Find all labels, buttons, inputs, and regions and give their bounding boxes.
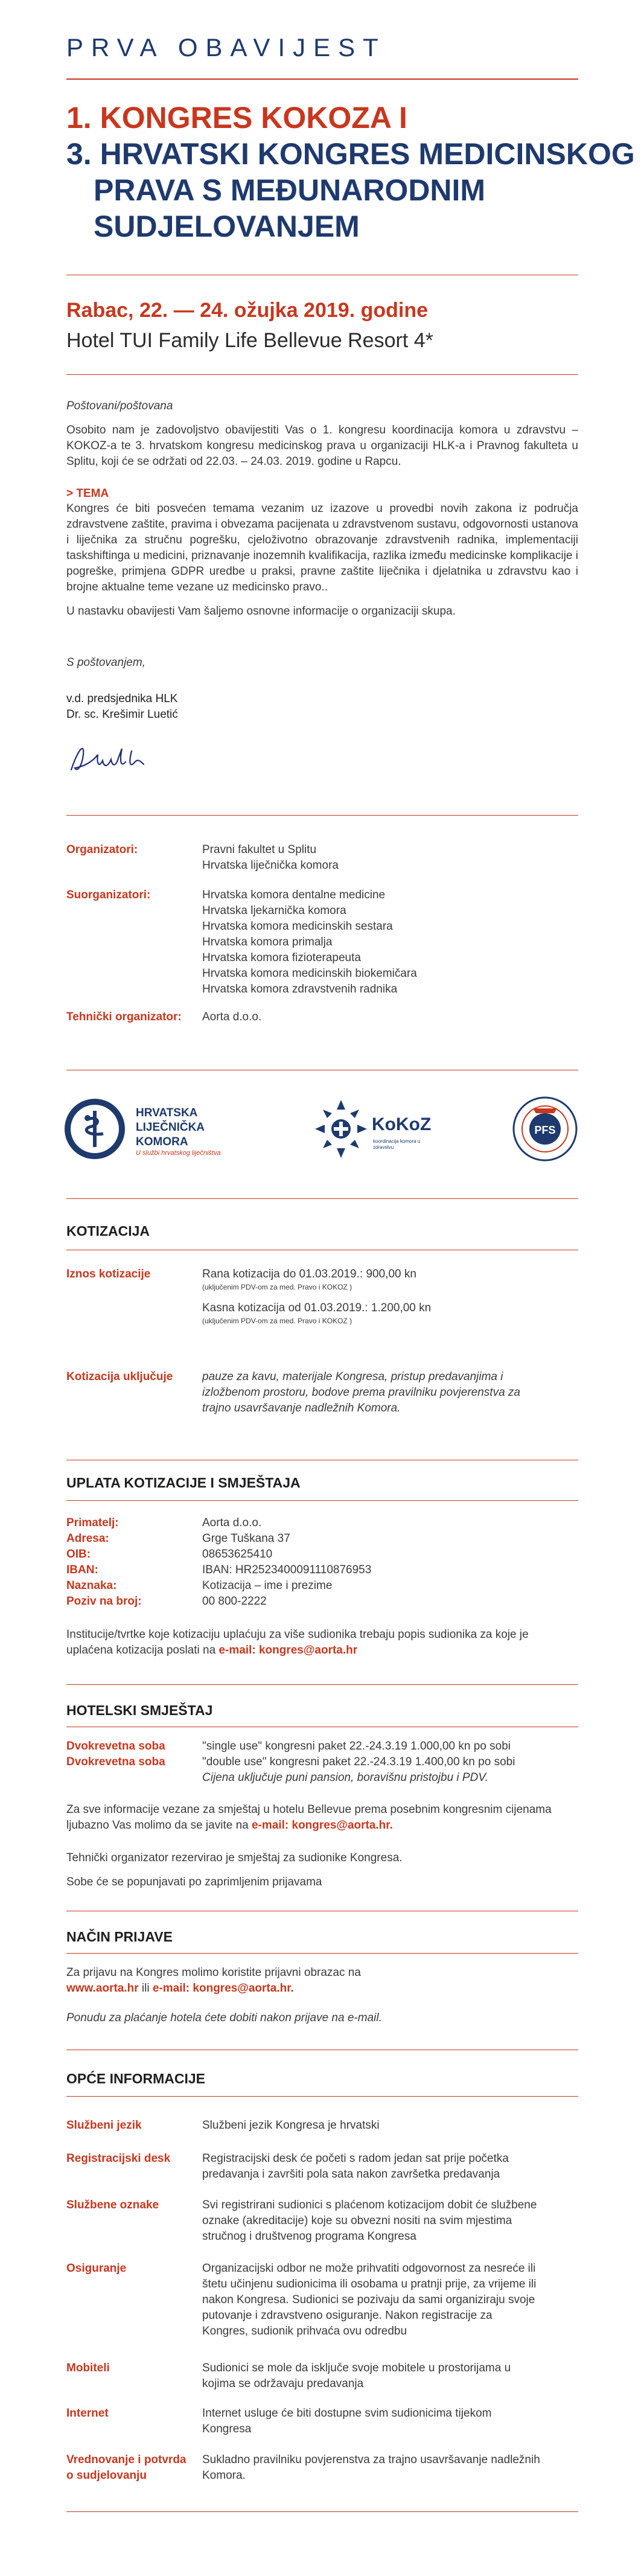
list-item: Hrvatska ljekarnička komora [202,904,346,917]
pfs-logo [512,1091,578,1170]
suorganizatori-row [66,887,578,1002]
letter-intro: Osobito nam je zadovoljstvo obavijestiti Vas o 1. kongresu koordinacija komora u zdravstvu – KOKOZ-a te 3. hrvatskom kongresu medicinskog prava u organizaciji HLK-a i Pravnog fakulteta u Splitu, koji će se održati od 22.03. – 24.03. 2019. godine u Rapcu. [66,424,578,468]
hotel-info [66,1802,578,1833]
title-line-3: PRAVA S MEĐUNARODNIM [94,173,486,207]
info-row [66,2118,578,2136]
hotel-rule-top [66,1684,578,1685]
footer-rule [66,2511,578,2512]
info-value: Organizacijski odbor ne može prihvatiti odgovornost za nesreće ili štetu učinjenu sudionicima ili osobama u pratnji prije, za vrijeme ili nakon Kongresa. Sudionici se pozivaju da sami organiziraju svoje putovanje i zdravstveno osiguranje. Nakon registracije za Kongres, sudionik prihvaća ovu odredbu [202,2262,537,2338]
prijava-or: ili [138,1982,153,1995]
prijava-heading: NAČIN PRIJAVE [66,1929,173,1945]
info-row [66,2197,578,2246]
info-row [66,2360,578,2394]
kotizacija-rule-top [66,1198,578,1199]
header-rule [66,78,578,80]
closing-note: U nastavku obavijesti Vam šaljemo osnovne informacije o organizaciji skupa. [66,605,456,618]
kokoz-logo [314,1099,447,1165]
uplata-value: Aorta d.o.o. [202,1517,262,1529]
hotel-table [66,1739,578,1787]
prijava-note: Ponudu za plaćanje hotela ćete dobiti nakon prijave na e-mail. [66,2012,382,2024]
info-value: Registracijski desk će početi s radom jedan sat prije početka predavanja i završiti pola sata nakon završetka predavanja [202,2152,509,2181]
organizatori-row [66,842,578,878]
info-value: Službeni jezik Kongresa je hrvatski [202,2119,380,2132]
uplata-rule [66,1500,578,1501]
hotel-row [66,1754,578,1770]
hotel-room-value: "double use" kongresni paket 22.-24.3.19 1.400,00 kn po sobi [202,1756,515,1768]
pfs-abbreviation: PFS [534,1124,556,1136]
uplata-row [66,1578,578,1594]
uplata-label: Naznaka: [66,1579,117,1592]
iznos-label: Iznos kotizacije [66,1268,151,1280]
regards: S poštovanjem, [66,656,145,669]
event-venue: Hotel TUI Family Life Bellevue Resort 4* [66,329,433,352]
opce-rule [66,2096,578,2097]
tehnicki-label: Tehnički organizator: [66,1011,182,1023]
info-label: Osiguranje [66,2262,127,2275]
uplata-value: 08653625410 [202,1548,273,1561]
prijava-links [66,1981,578,1996]
prijava-line: Za prijavu na Kongres molimo koristite prijavni obrazac na [66,1966,361,1979]
hlk-logo [63,1098,244,1164]
info-label: Službeni jezik [66,2119,142,2132]
signer-name: Dr. sc. Krešimir Luetić [66,708,178,721]
list-item: Hrvatska komora medicinskih sestara [202,920,393,933]
info-label: Mobiteli [66,2362,110,2374]
kasna-note: (uključenim PDV-om za med. Pravo i KOKOZ ) [202,1317,352,1325]
uplata-label: IBAN: [66,1564,98,1576]
date-rule [66,374,578,375]
ukljucuje-row [66,1369,578,1436]
hlk-emblem-icon [63,1098,126,1160]
info-row [66,2151,578,2184]
list-item: Hrvatska komora zdravstvenih radnika [202,983,398,996]
iznos-row [66,1267,578,1357]
info-row [66,2452,578,2485]
uplata-table [66,1515,578,1615]
rana-kotizacija: Rana kotizacija do 01.03.2019.: 900,00 kn [202,1268,416,1280]
list-item: Hrvatska komora medicinskih biokemičara [202,967,417,980]
prijava-rule [66,1953,578,1954]
title-line-4: SUDJELOVANJEM [94,209,360,243]
uplata-label: Primatelj: [66,1517,119,1529]
rana-note: (uključenim PDV-om za med. Pravo i KOKOZ ) [202,1283,352,1291]
letter-greeting: Poštovani/poštovana [66,400,173,412]
hlk-name-line-3: KOMORA [136,1136,188,1148]
uplata-row [66,1531,578,1547]
organizers-rule-top [66,815,578,816]
uplata-heading: UPLATA KOTIZACIJE I SMJEŠTAJA [66,1475,301,1491]
suorganizatori-label: Suorganizatori: [66,889,151,901]
kokoz-name: KoKoZ [372,1114,432,1134]
info-label: Internet [66,2407,109,2420]
hotel-info-text: Za sve informacije vezane za smještaj u hotelu Bellevue prema posebnim kongresnim cijenama ljubazno Vas molimo da se javite na [66,1803,552,1832]
signature-image [66,737,163,779]
hotel-rooms-note: Sobe će se popunjavati po zaprimljenim prijavama [66,1876,322,1888]
hotel-room-label: Dvokrevetna soba [66,1756,165,1768]
opce-heading: OPĆE INFORMACIJE [66,2071,206,2086]
hotel-tech-note: Tehnički organizator rezervirao je smještaj za sudionike Kongresa. [66,1852,403,1864]
uplata-value: IBAN: HR2523400091110876953 [202,1564,372,1576]
suorganizatori-list [202,887,576,997]
hlk-tagline: U službi hrvatskog liječništva [136,1149,221,1157]
tehnicki-value: Aorta d.o.o. [202,1011,262,1023]
iznos-values [202,1267,576,1326]
kokoz-tagline: koordinacija komora u zdravstvu [373,1139,421,1150]
list-item: Hrvatska komora fizioterapeuta [202,951,361,964]
title-line-2: 3. HRVATSKI KONGRES MEDICINSKOG [66,137,635,171]
hotel-heading: HOTELSKI SMJEŠTAJ [66,1702,213,1718]
hotel-room-value: "single use" kongresni paket 22.-24.3.19 1.000,00 kn po sobi [202,1740,511,1753]
aorta-web-link[interactable]: www.aorta.hr [66,1982,139,1995]
uplata-label: OIB: [66,1548,91,1561]
uplata-value: Kotizacija – ime i prezime [202,1579,333,1592]
info-row [66,2261,578,2342]
info-label: Službene oznake [66,2199,159,2211]
hotel-room-label: Dvokrevetna soba [66,1740,165,1753]
uplata-value: Grge Tuškana 37 [202,1532,290,1545]
prijava-email-link[interactable]: e-mail: kongres@aorta.hr. [152,1982,294,1995]
uplata-value: 00 800-2222 [202,1595,267,1608]
uplata-note [66,1627,578,1658]
title-line-1: 1. KONGRES KOKOZA I [66,101,407,135]
hotel-row [66,1739,578,1754]
organizatori-label: Organizatori: [66,843,138,856]
uplata-row [66,1515,578,1531]
signer-role: v.d. predsjednika HLK [66,692,178,705]
hotel-email-link[interactable]: e-mail: kongres@aorta.hr. [251,1819,393,1832]
uplata-row [66,1547,578,1562]
uplata-label: Adresa: [66,1532,109,1545]
list-item: Hrvatska komora dentalne medicine [202,889,386,901]
tema-text: Kongres će biti posvećen temama vezanim uz izazove u provedbi novih zakona iz područja zdravstvene zaštite, pravima i obvezama pacijenata u zdravstvenom sustavu, odgovornosti ustanova i liječnika za stručnu pogrešku, cjeloživotno obrazovanje zdravstvenih radnika, implementaciji taskshiftinga u medicini, priznavanje inozemnih kvalifikacija, razlika između medicinske komplikacije i pogreške, primjena GDPR uredbe u praksi, pravne zaštite liječnika i djelatnika u zdravstvu kao i brojne aktualne teme vezane uz medicinsko pravo.. [66,502,578,593]
ukljucuje-label: Kotizacija uključuje [66,1370,173,1383]
info-value: Internet usluge će biti dostupne svim sudionicima tijekom Kongresa [202,2407,492,2435]
hlk-name-line-2: LIJEČNIČKA [136,1121,205,1134]
kasna-kotizacija: Kasna kotizacija od 01.03.2019.: 1.200,00 kn [202,1302,432,1314]
list-item: Pravni fakultet u Splitu [202,843,317,856]
uplata-note-text: Institucije/tvrtke koje kotizaciju uplaćuju za više sudionika trebaju popis sudionika za koje je uplaćena kotizacija poslati na [66,1628,529,1657]
congress-title [66,100,635,244]
event-date: Rabac, 22. — 24. ožujka 2019. godine [66,299,429,322]
tema-label: > TEMA [66,487,109,500]
list-item: Hrvatska komora primalja [202,936,333,948]
kotizacija-heading: KOTIZACIJA [66,1223,150,1239]
kicker-title: PRVA OBAVIJEST [66,33,386,62]
info-label: Registracijski desk [66,2152,171,2165]
info-value: Sudionici se mole da isključe svoje mobitele u prostorijama u kojima se održavaju predavanja [202,2362,511,2390]
organizatori-list [202,842,576,874]
info-row [66,2406,578,2439]
uplata-label: Poziv na broj: [66,1595,142,1608]
uplata-row [66,1562,578,1578]
info-value: Sukladno pravilniku povjerenstva za trajno usavršavanje nadležnih Komora. [202,2453,540,2482]
info-label: Vrednovanje i potvrda o sudjelovanju [66,2453,187,2482]
kokoz-emblem-icon [314,1099,368,1159]
list-item: Hrvatska liječnička komora [202,859,339,872]
hlk-name-line-1: HRVATSKA [136,1107,198,1119]
tehnicki-row [66,1009,578,1028]
uplata-row [66,1594,578,1609]
info-value: Svi registrirani sudionici s plaćenom kotizacijom dobit će službene oznake (akreditacije) koje su obvezni nositi na svim mjestima stručnog i društvenog programa Kongresa [202,2199,537,2243]
ukljucuje-value: pauze za kavu, materijale Kongresa, pristup predavanjima i izložbenom prostoru, bodove prema pravilniku povjerenstva za trajno usavršavanje nadležnih Komora. [202,1370,520,1414]
hotel-price-note: Cijena uključuje puni pansion, boravišnu pristojbu i PDV. [202,1771,488,1784]
uplata-email-link[interactable]: e-mail: kongres@aorta.hr [218,1644,358,1657]
